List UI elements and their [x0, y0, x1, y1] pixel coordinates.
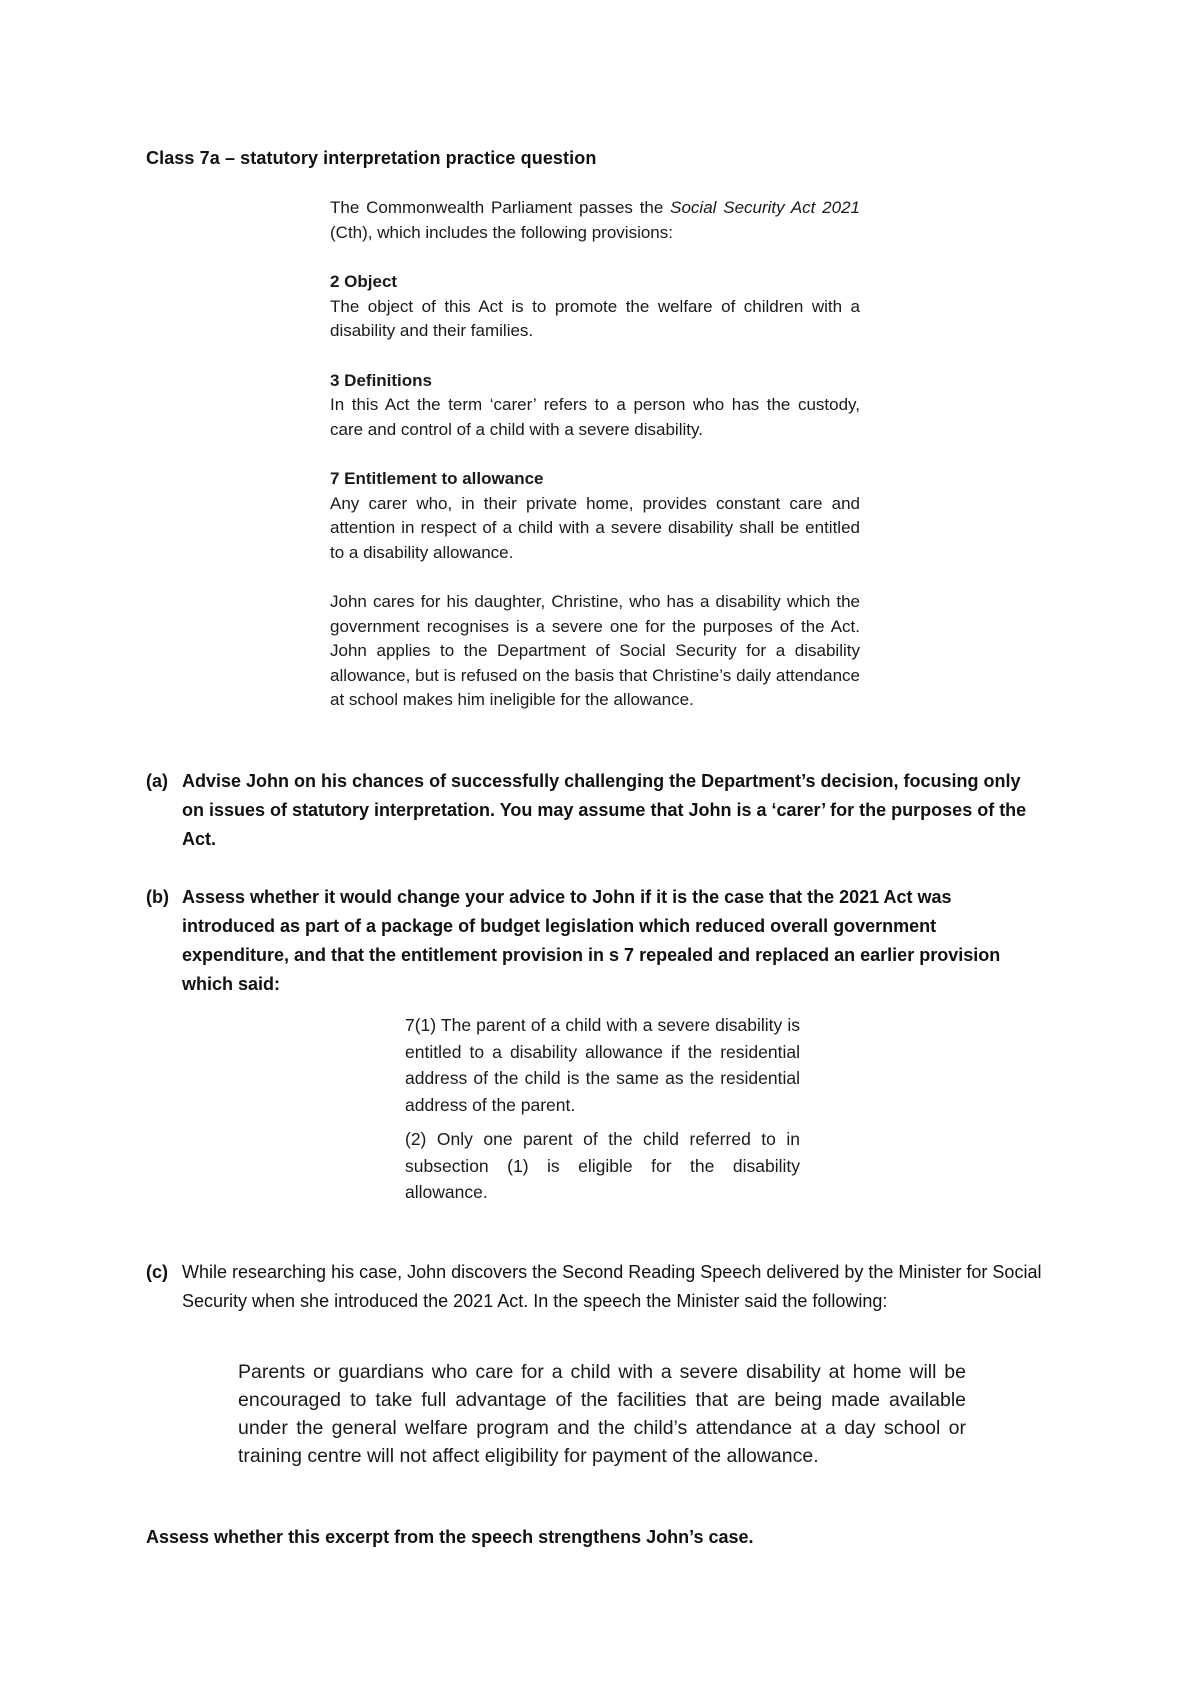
section-entitlement: [330, 467, 860, 565]
section-heading: 2 Object: [330, 272, 398, 291]
provision-subsection-1: 7(1) The parent of a child with a severe disability is entitled to a disability allowance if the residential address of the child is the same as the residential address of the parent.: [405, 1015, 800, 1115]
act-name: Social Security Act 2021: [670, 198, 860, 217]
section-definitions: [330, 369, 860, 443]
scenario-facts: John cares for his daughter, Christine, who has a disability which the government recognises is a severe one for the purposes of the Act. John applies to the Department of Social Security for a disability allowance, but is refused on the basis that Christine’s daily attendance at school makes him ineligible for the allowance.: [330, 592, 860, 709]
section-text: In this Act the term ‘carer’ refers to a person who has the custody, care and control of a child with a severe disability.: [330, 395, 860, 439]
scenario-box: [330, 196, 860, 738]
section-heading: 7 Entitlement to allowance: [330, 469, 544, 488]
scenario-intro: The Commonwealth Parliament passes the Social Security Act 2021 (Cth), which includes the following provisions:: [330, 198, 860, 242]
earlier-provision: [405, 1012, 800, 1214]
question-a: [146, 767, 1046, 854]
section-heading: 3 Definitions: [330, 370, 433, 390]
speech-text: Parents or guardians who care for a child with a severe disability at home will be encouraged to take full advantage of the facilities that are being made available under the general welfare program and the child’s attendance at a day school or training centre will not affect eligibility for payment of the allowance.: [238, 1361, 966, 1467]
question-label: (a): [146, 771, 168, 791]
section-object: [330, 270, 860, 344]
question-text: Assess whether it would change your advice to John if it is the case that the 2021 Act was introduced as part of a package of budget legislation which reduced overall government expenditure, and that the entitlement provision in s 7 repealed and replaced an earlier provision which said:: [182, 887, 1001, 994]
question-label: (b): [146, 887, 169, 907]
question-c: [146, 1258, 1046, 1316]
question-label: (c): [146, 1262, 168, 1282]
question-b: [146, 883, 1046, 999]
question-text: While researching his case, John discovers the Second Reading Speech delivered by the Minister for Social Security when she introduced the 2021 Act. In the speech the Minister said the following:: [182, 1262, 1042, 1311]
question-text: Advise John on his chances of successfully challenging the Department’s decision, focusing only on issues of statutory interpretation. You may assume that John is a ‘carer’ for the purposes of the Act.: [182, 771, 1027, 849]
provision-subsection-2: (2) Only one parent of the child referred to in subsection (1) is eligible for the disability allowance.: [405, 1129, 800, 1202]
final-question: Assess whether this excerpt from the speech strengthens John’s case.: [146, 1527, 754, 1547]
section-text: Any carer who, in their private home, provides constant care and attention in respect of a child with a severe disability shall be entitled to a disability allowance.: [330, 493, 860, 562]
document-title: Class 7a – statutory interpretation practice question: [146, 148, 597, 168]
section-text: The object of this Act is to promote the welfare of children with a disability and their families.: [330, 296, 860, 340]
speech-excerpt: [238, 1358, 966, 1470]
